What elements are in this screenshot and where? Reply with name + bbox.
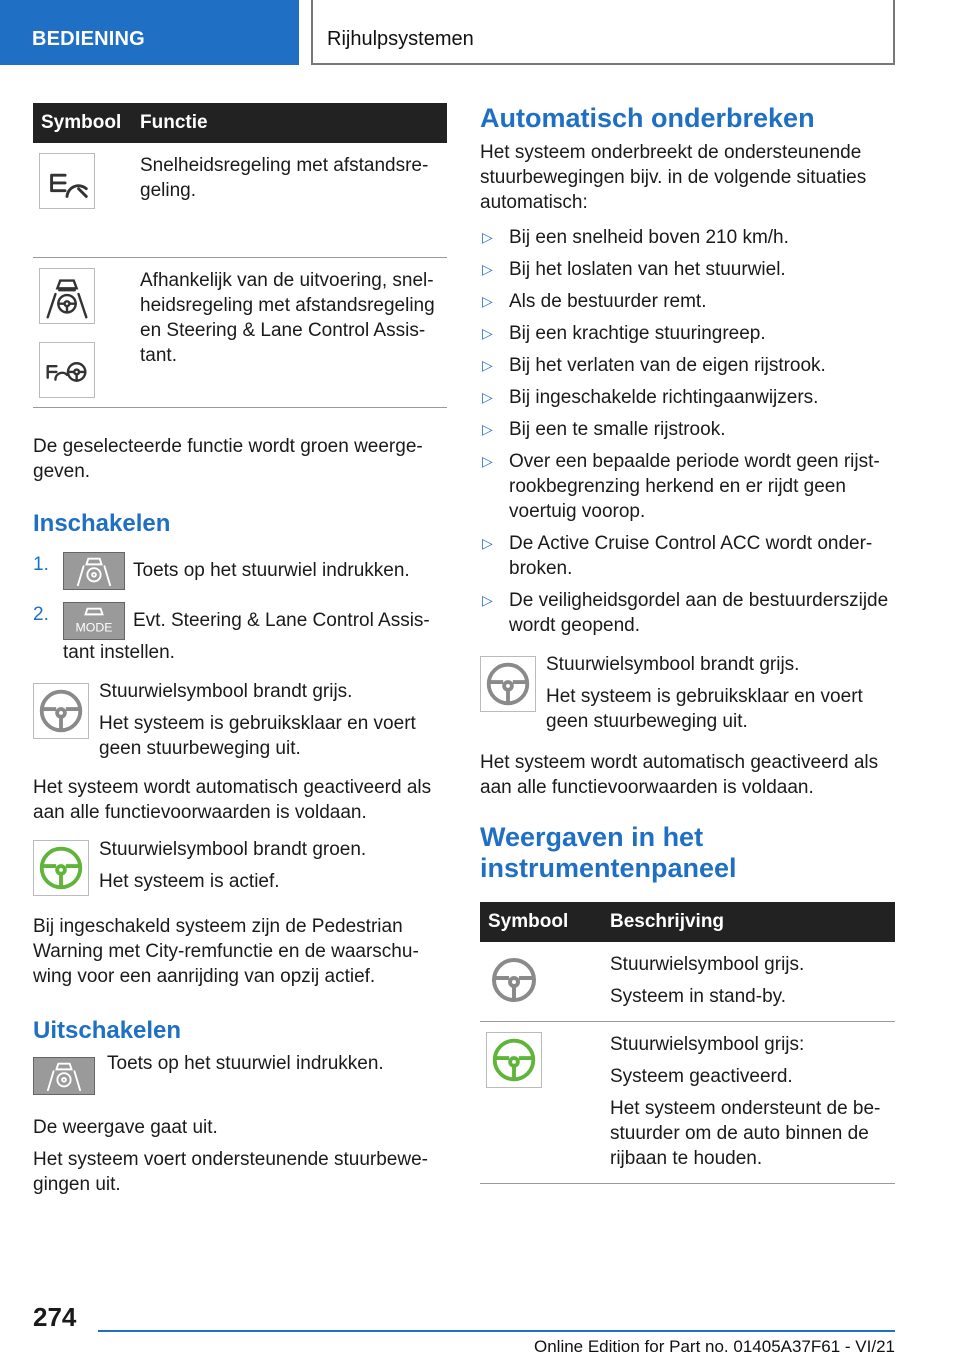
mode-label: MODE — [75, 620, 113, 635]
right-column — [480, 103, 895, 1184]
description-line: Systeem in stand-by. — [610, 986, 787, 1007]
steering-assist-button-icon — [33, 1057, 95, 1095]
acc-steering-icon — [39, 342, 95, 398]
grey-state-note — [33, 679, 447, 761]
list-item: ▷ De veiligheidsgordel aan de bestuurderszijde wordt geopend. — [482, 590, 889, 636]
pedestrian-warning-note: Bij ingeschakeld systeem zijn de Pedestrian Warning met City-remfunctie en de waarschu-wing voor een aanrijding van opzij actief. — [33, 916, 419, 987]
section-tab — [0, 0, 299, 65]
switch-off-step — [33, 1051, 447, 1099]
description-line: Systeem geactiveerd. — [610, 1066, 793, 1087]
list-item: ▷ Als de bestuurder remt. — [482, 291, 707, 312]
function-text: Snelheidsregeling met afstandsre-geling. — [140, 155, 429, 201]
header-symbol: Symbool — [488, 911, 569, 932]
steering-wheel-grey-icon — [33, 683, 89, 739]
grey-line-2: Het systeem is gebruiksklaar en voert geen stuurbeweging uit. — [546, 686, 863, 732]
function-text: Afhankelijk van de uitvoering, snel-heidsregeling met afstandsregeling en Steering & Lane Control Assis-tant. — [140, 270, 435, 366]
steering-wheel-grey-icon — [480, 656, 536, 712]
green-state-note — [33, 837, 447, 894]
table-row — [480, 1022, 895, 1184]
grey-state-note — [480, 652, 895, 734]
grey-line-1: Stuurwielsymbool brandt grijs. — [99, 681, 353, 702]
chapter-title: Rijhulpsystemen — [327, 28, 474, 50]
step-2 — [33, 602, 447, 665]
acc-distance-icon — [39, 153, 95, 209]
steering-wheel-grey-icon — [486, 952, 542, 1008]
page-number: 274 — [33, 1302, 77, 1332]
list-item: ▷ Bij ingeschakelde richtingaanwijzers. — [482, 387, 819, 408]
step-text: Toets op het stuurwiel indrukken. — [133, 560, 410, 582]
green-line-1: Stuurwielsymbool brandt groen. — [99, 839, 367, 860]
heading-inschakelen: Inschakelen — [33, 510, 171, 537]
step-number: 2. — [33, 604, 49, 625]
selected-function-note: De geselecteerde functie wordt groen weerge-geven. — [33, 436, 423, 482]
list-item: ▷ Bij een krachtige stuuringreep. — [482, 323, 766, 344]
mode-button-icon — [63, 602, 125, 640]
step-1 — [33, 552, 447, 590]
heading-uitschakelen: Uitschakelen — [33, 1017, 182, 1044]
steering-wheel-green-icon — [486, 1032, 542, 1088]
step-text: Evt. Steering & Lane Control Assis-tant instellen. — [63, 610, 430, 663]
description-line: Stuurwielsymbool grijs. — [610, 954, 805, 975]
header-function: Functie — [140, 112, 208, 133]
heading-weergaven: Weergaven in het instrumentenpaneel — [480, 822, 737, 883]
grey-line-1: Stuurwielsymbool brandt grijs. — [546, 654, 800, 675]
description-line: Het systeem ondersteunt de be-stuurder om de auto binnen de rijbaan te houden. — [610, 1098, 881, 1169]
interrupt-intro: Het systeem onderbreekt de ondersteunende stuurbewegingen bijv. in de volgende situaties automatisch: — [480, 142, 867, 213]
header-description: Beschrijving — [610, 911, 725, 932]
function-table-header — [33, 103, 447, 143]
chapter-tab — [311, 0, 895, 65]
list-item: ▷ Bij een snelheid boven 210 km/h. — [482, 227, 789, 248]
footer-divider — [98, 1330, 895, 1332]
table-row — [480, 942, 895, 1022]
display-off-note: De weergave gaat uit. — [33, 1117, 218, 1138]
no-steer-note: Het systeem voert ondersteunende stuurbewe-gingen uit. — [33, 1149, 428, 1195]
description-line: Stuurwielsymbool grijs: — [610, 1034, 805, 1055]
display-table-header — [480, 902, 895, 942]
table-row — [33, 143, 447, 258]
grey-line-2: Het systeem is gebruiksklaar en voert geen stuurbeweging uit. — [99, 713, 416, 759]
edition-text: Online Edition for Part no. 01405A37F61 - VI/21 — [533, 1337, 895, 1356]
auto-activation-note: Het systeem wordt automatisch geactiveerd als aan alle functievoorwaarden is voldaan. — [33, 777, 432, 823]
header-symbol: Symbool — [41, 112, 122, 133]
interrupt-list — [480, 225, 895, 638]
section-title: BEDIENING — [32, 28, 145, 50]
list-item: ▷ Over een bepaalde periode wordt geen rijst-rookbegrenzing herkend en er rijdt geen voertuig voorop. — [482, 451, 880, 522]
list-item: ▷ Bij het verlaten van de eigen rijstrook. — [482, 355, 826, 376]
table-row — [33, 258, 447, 408]
steering-assist-button-icon — [63, 552, 125, 590]
auto-activation-note: Het systeem wordt automatisch geactiveerd als aan alle functievoorwaarden is voldaan. — [480, 752, 879, 798]
steering-wheel-green-icon — [33, 840, 89, 896]
list-item: ▷ De Active Cruise Control ACC wordt onder-broken. — [482, 533, 873, 579]
green-line-2: Het systeem is actief. — [99, 871, 280, 892]
switch-off-text: Toets op het stuurwiel indrukken. — [107, 1053, 384, 1074]
left-column — [33, 103, 447, 1197]
step-number: 1. — [33, 554, 49, 575]
steering-assist-icon — [39, 268, 95, 324]
list-item: ▷ Bij een te smalle rijstrook. — [482, 419, 726, 440]
list-item: ▷ Bij het loslaten van het stuurwiel. — [482, 259, 786, 280]
heading-automatisch-onderbreken: Automatisch onderbreken — [480, 103, 815, 133]
